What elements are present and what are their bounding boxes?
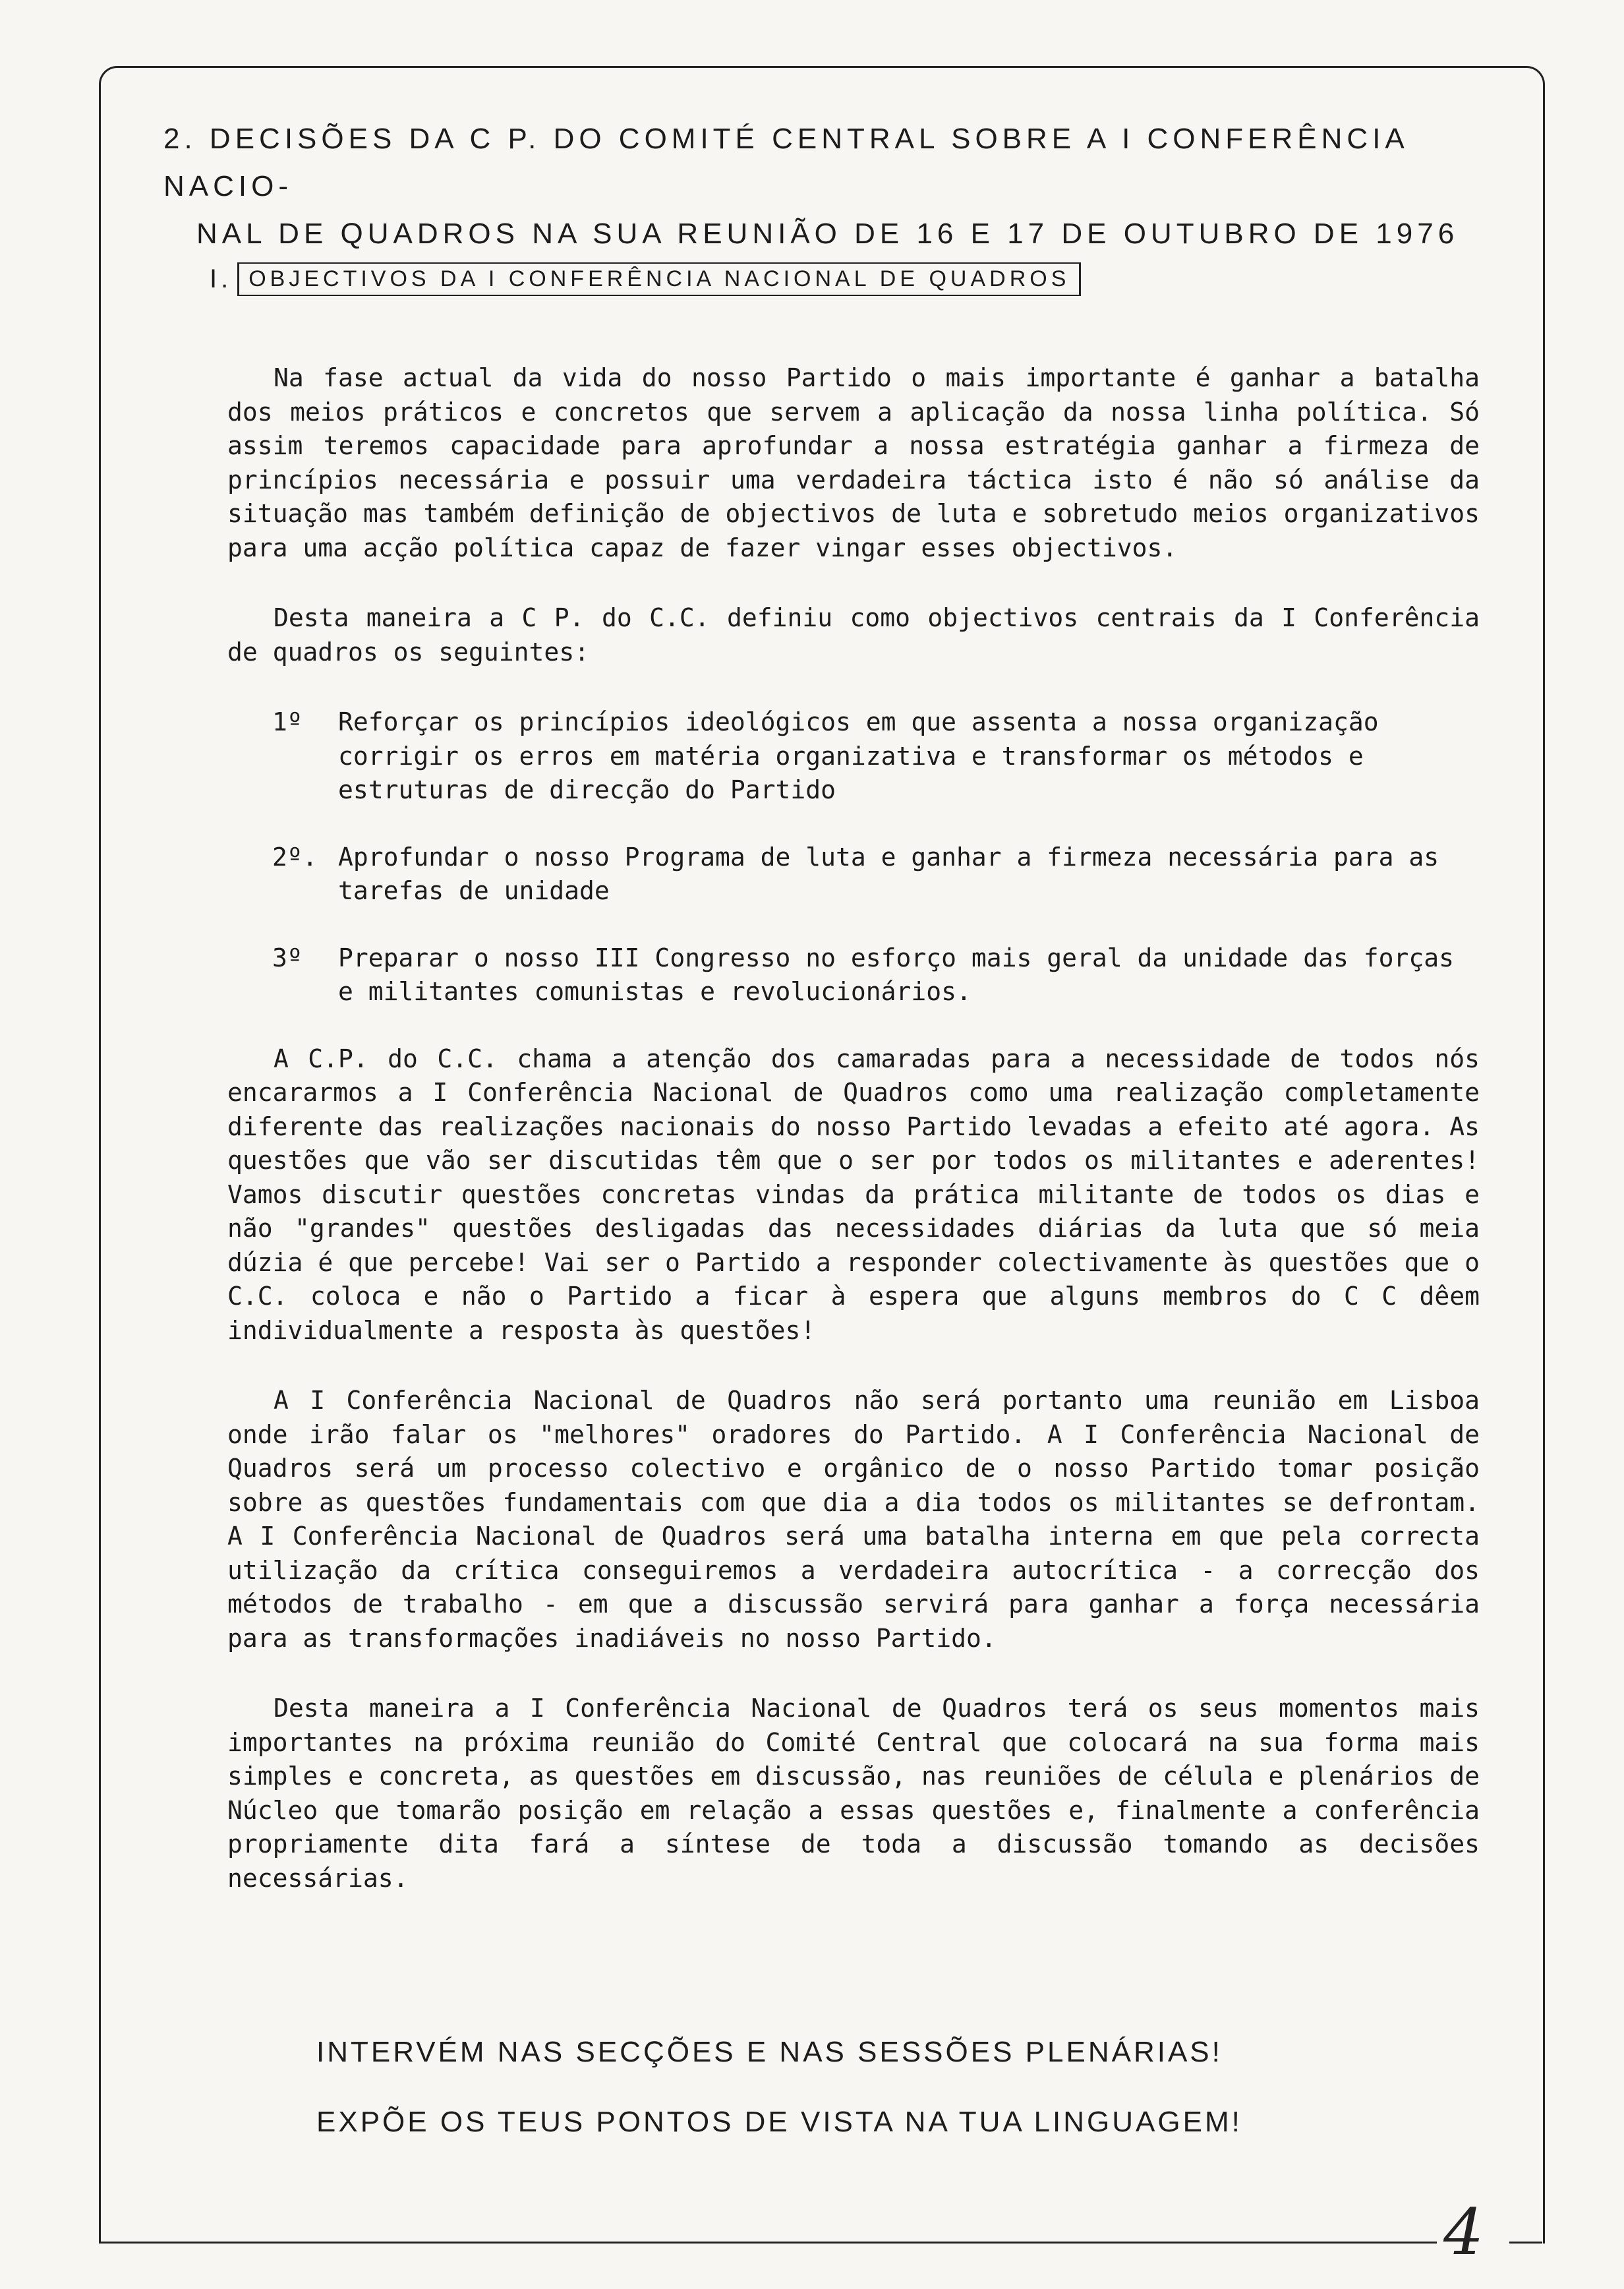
heading-line-2: NAL DE QUADROS NA SUA REUNIÃO DE 16 E 17 DE OUTUBRO DE 1976	[196, 218, 1459, 250]
objective-item	[272, 705, 1480, 808]
paragraph-conference-process: A I Conferência Nacional de Quadros não será portanto uma reunião em Lisboa onde irão falar os "melhores" oradores do Partido. A I Conferência Nacional de Quadros será um processo colectivo e orgânico de o nosso Partido tomar posição sobre as questões fundamentais com que dia a dia todos os militantes se defrontam. A I Conferência Nacional de Quadros será uma batalha interna em que pela correcta utilização da crítica conseguiremos a verdadeira autocrítica - a correcção dos métodos de trabalho - em que a discussão servirá para ganhar a força necessária para as transformações inadiáveis no nosso Partido.	[227, 1386, 1480, 1653]
paragraph-objectives-intro: Desta maneira a C P. do C.C. definiu como objectivos centrais da I Conferência de quadros os seguintes:	[227, 603, 1480, 667]
paragraph-conference-nature: A C.P. do C.C. chama a atenção dos camaradas para a necessidade de todos nós encararmos a I Conferência Nacional de Quadros como uma realização completamente diferente das realizações nacionais do nosso Partido levadas a efeito até agora. As questões que vão ser discutidas têm que o ser por todos os militantes e aderentes! Vamos discutir questões concretas vindas da prática militante de todos os dias e não "grandes" questões desligadas das necessidades diárias da luta que só meia dúzia é que percebe! Vai ser o Partido a responder colectivamente às questões que o C.C. coloca e não o Partido a ficar à espera que alguns membros do C C dêem individualmente a resposta às questões!	[227, 1044, 1480, 1345]
objective-text: Preparar o nosso III Congresso no esforço mais geral da unidade das forças e militantes comunistas e revolucionários.	[338, 943, 1454, 1006]
document-heading	[163, 115, 1488, 258]
slogan-intervene: INTERVÉM NAS SECÇÕES E NAS SESSÕES PLENÁRIAS!	[316, 2036, 1223, 2068]
page-frame-bottom-end	[1509, 2242, 1542, 2244]
objective-text: Aprofundar o nosso Programa de luta e ganhar a firmeza necessária para as tarefas de unidade	[338, 842, 1439, 905]
document-body	[227, 361, 1480, 1932]
section-number: I.	[210, 264, 233, 293]
slogan-express: EXPÕE OS TEUS PONTOS DE VISTA NA TUA LINGUAGEM!	[316, 2106, 1242, 2138]
page-frame-bottom	[99, 2242, 1437, 2244]
objective-number: 1º	[272, 707, 303, 736]
section-title: OBJECTIVOS DA I CONFERÊNCIA NACIONAL DE QUADROS	[237, 262, 1081, 296]
paragraph-conference-moments: Desta maneira a I Conferência Nacional de Quadros terá os seus momentos mais importantes na próxima reunião do Comité Central que colocará na sua forma mais simples e concreta, as questões em discussão, nas reuniões de célula e plenários de Núcleo que tomarão posição em relação a essas questões e, finalmente a conferência propriamente dita fará a síntese de toda a discussão tomando as decisões necessárias.	[227, 1694, 1480, 1893]
objective-number: 3º	[272, 943, 303, 972]
objective-item	[272, 941, 1480, 1009]
slogans	[316, 2017, 1503, 2157]
objective-number: 2º.	[272, 842, 318, 872]
objective-item	[272, 841, 1480, 908]
paragraph-intro: Na fase actual da vida do nosso Partido o mais importante é ganhar a batalha dos meios práticos e concretos que servem a aplicação da nossa linha política. Só assim teremos capacidade para aprofundar a nossa estratégia ganhar a firmeza de princípios necessária e possuir uma verdadeira táctica isto é não só análise da situação mas também definição de objectivos de luta e sobretudo meios organizativos para uma acção política capaz de fazer vingar esses objectivos.	[227, 363, 1480, 562]
heading-line-1: 2. DECISÕES DA C P. DO COMITÉ CENTRAL SOBRE A I CONFERÊNCIA NACIO-	[163, 123, 1408, 202]
page-number: 4	[1443, 2195, 1484, 2269]
section-header	[210, 262, 1081, 296]
objective-text: Reforçar os princípios ideológicos em que assenta a nossa organização corrigir os erros em matéria organizativa e transformar os métodos e estruturas de direcção do Partido	[338, 707, 1379, 804]
